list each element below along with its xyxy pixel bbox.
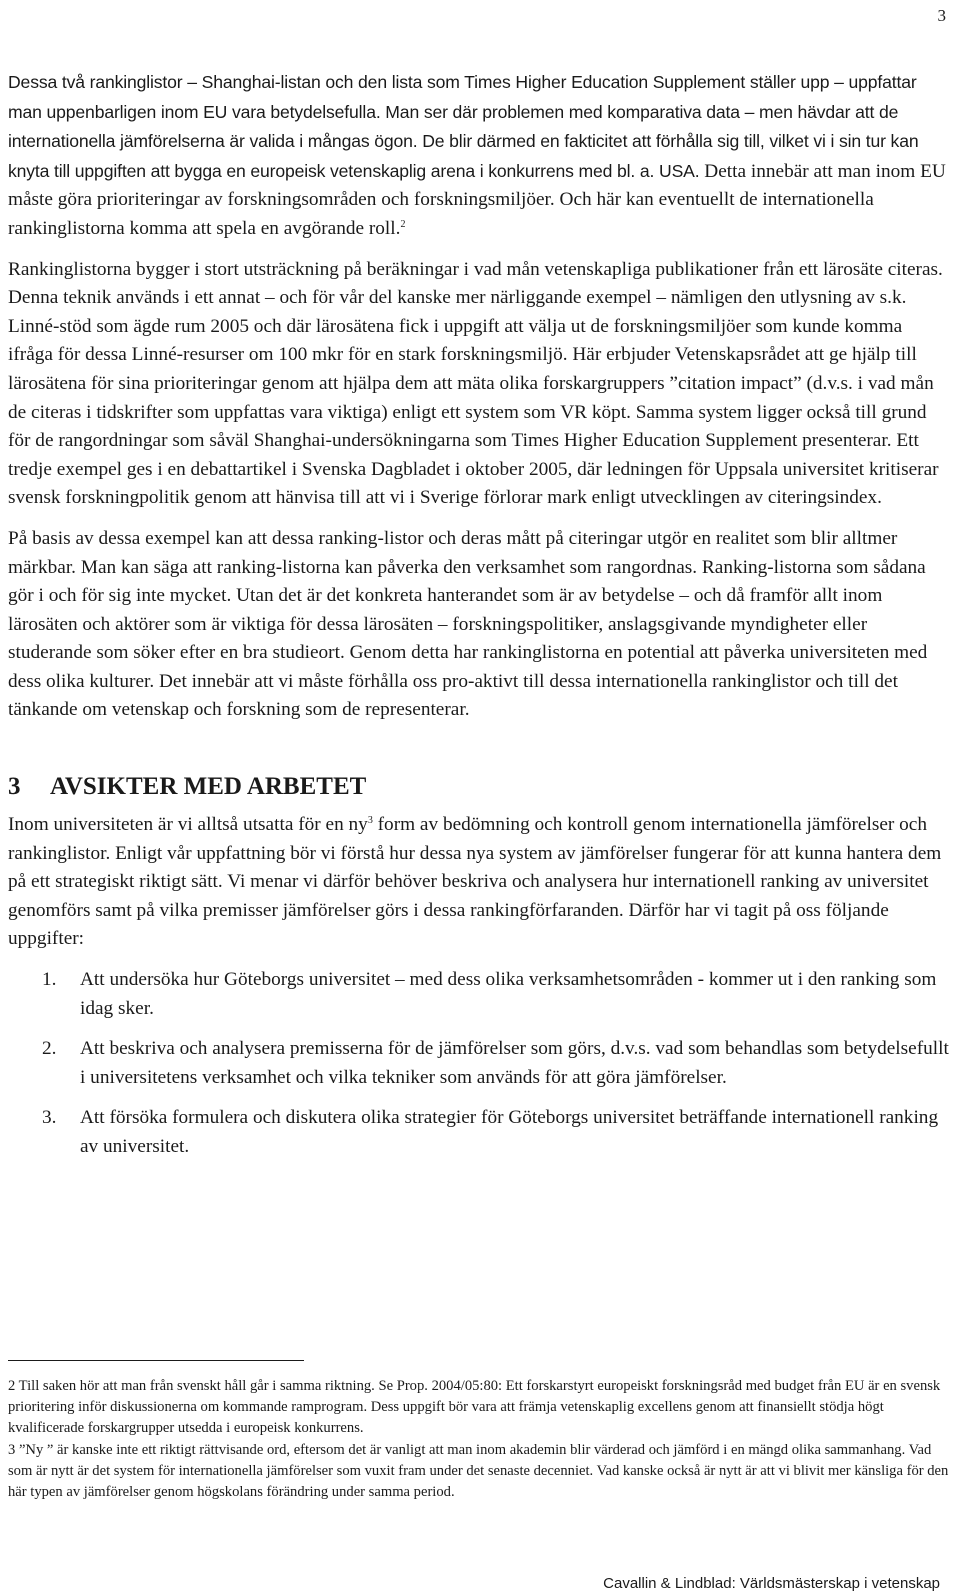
section-intro-rest: form av bedömning och kontroll genom internationella jämförelser och rankinglistor. Enligt vår uppfattning bör vi förstå hur dessa nya system av jämförelser fungerar för att kunna hantera dem på ett strategiskt riktigt sätt. Vi menar vi därför behöver beskriva och analysera hur internationell ranking av universitet genomförs samt på vilka premisser jämförelser görs i dessa rankingförfaranden. Därför har vi tagit på oss följande uppgifter: — [8, 814, 942, 950]
task-list — [8, 966, 950, 1162]
footnote-ref-2[interactable]: 2 — [400, 218, 406, 230]
task-item-2 — [8, 1035, 950, 1092]
section-heading — [8, 771, 950, 803]
section-intro-start: Inom universiteten är vi alltså utsatta för en ny — [8, 814, 368, 836]
page-number: 3 — [937, 6, 946, 25]
footnote-2: 2 Till saken hör att man från svenskt håll går i samma riktning. Se Prop. 2004/05:80: Ett forskarstyrt europeiskt forskningsråd med budget från EU är en svensk prioritering inför diskussionerna om kommande ramprogram. Dess uppgift bör vara att främja vetenskaplig excellens genom att finansiellt stödja högt kvalificerade forskargrupper utsedda i europeisk konkurrens. — [8, 1378, 941, 1437]
task-marker: 3. — [42, 1107, 57, 1129]
section-intro — [8, 811, 950, 954]
task-item-1 — [8, 966, 950, 1023]
footnotes — [8, 1376, 950, 1503]
running-footer: Cavallin & Lindblad: Världsmästerskap i vetenskap — [603, 1575, 940, 1592]
task-text: Att beskriva och analysera premisserna för de jämförelser som görs, d.v.s. vad som behandlas som betydelsefullt i universitetens verksamhet och vilka tekniker som används för att göra jämförelser. — [80, 1038, 949, 1088]
task-marker: 2. — [42, 1038, 57, 1060]
body-text — [8, 68, 950, 1174]
paragraph-2: Rankinglistorna bygger i stort utsträckning på beräkningar i vad mån vetenskapliga publikationer från ett lärosäte citeras. Denna teknik används i ett annat – och för vår del kanske mer närliggande exempel – nämligen den utlysning av s.k. Linné-stöd som ägde rum 2005 och där lärosätena fick i uppgift att välja ut de forskningsmiljöer som kunde komma ifråga för dessa Linné-resurser om 100 mkr för en stark forskningsmiljö. Här erbjuder Vetenskapsrådet att ge hjälp till lärosätena för sina prioriteringar genom att hjälpa dem att mäta olika forskargruppers ”citation impact” (d.v.s. i vad mån de citeras i tidskrifter som uppfattas vara viktiga) enligt ett system som VR köpt. Samma system ligger också till grund för de rangordningar som såväl Shanghai-undersökningarna som Times Higher Education Supplement presenterar. Ett tredje exempel ges i en debattartikel i Svenska Dagbladet i oktober 2005, där ledningen för Uppsala universitet kritiserar svensk forskningpolitik genom att hänvisa till att vi i Sverige förlorar mark enligt utvecklingen av citeringsindex. — [8, 258, 943, 509]
task-marker: 1. — [42, 969, 57, 991]
section-title: AVSIKTER MED ARBETET — [50, 773, 367, 801]
footnote-3: 3 ”Ny ” är kanske inte ett riktigt rättvisande ord, eftersom det är vanligt att man inom akademin blir värderad och jämförd i en mängd olika sammanhang. Vad som är nytt är det system för internationella jämförelser som vuxit fram under det senaste decenniet. Vad kanske också är nytt är att vi blivit mer känsliga för den här typen av jämförelser genom högskolans förändring under samma period. — [8, 1441, 949, 1501]
footnote-ref-3[interactable]: 3 — [367, 815, 373, 827]
task-item-3 — [8, 1104, 950, 1161]
section-number: 3 — [8, 773, 21, 801]
footnote-divider — [8, 1360, 304, 1361]
paragraph-1-sans-text: Dessa två rankinglistor – Shanghai-listan och den lista som Times Higher Education Supplement ställer upp – uppfattar man uppenbarligen inom EU vara betydelsefulla. Man ser där problemen med komparativa data – men hävdar att de internationella jämförelserna är valida i mångas ögon. De blir därmed en fakticitet att förhålla sig till, vilket vi i sin tur kan knyta till uppgiften att bygga en europeisk vetenskaplig arena i konkurrens med bl. a. USA. — [8, 72, 919, 181]
paragraph-1 — [8, 68, 950, 244]
task-text: Att försöka formulera och diskutera olika strategier för Göteborgs universitet beträffande internationell ranking av universitet. — [80, 1107, 939, 1157]
paragraph-1-serif-text: Detta innebär att man inom EU måste göra prioriteringar av forskningsområden och forskningsmiljöer. Och här kan eventuellt de internationella rankinglistorna komma att spela en avgörande roll. — [8, 160, 946, 239]
task-text: Att undersöka hur Göteborgs universitet – med dess olika verksamhetsområden - kommer ut i den ranking som idag sker. — [80, 969, 937, 1019]
paragraph-3: På basis av dessa exempel kan att dessa ranking-listor och deras mått på citeringar utgör en realitet som blir alltmer märkbar. Man kan säga att ranking-listorna kan påverka den verksamhet som rangordnas. Ranking-listorna som sådana gör i och för sig inte mycket. Utan det är det konkreta hanterandet som är av betydelse – och då framför allt inom lärosäten och aktörer som är viktiga för dessa lärosäten – forskningspolitiker, anslagsgivande myndigheter eller studerande som söker efter en bra studieort. Genom detta har rankinglistorna en potential att påverka universiteten med dess olika kulturer. Det innebär att vi måste förhålla oss pro-aktivt till dessa internationella rankinglistor och till det tänkande om vetenskap och forskning som de representerar. — [8, 527, 928, 721]
